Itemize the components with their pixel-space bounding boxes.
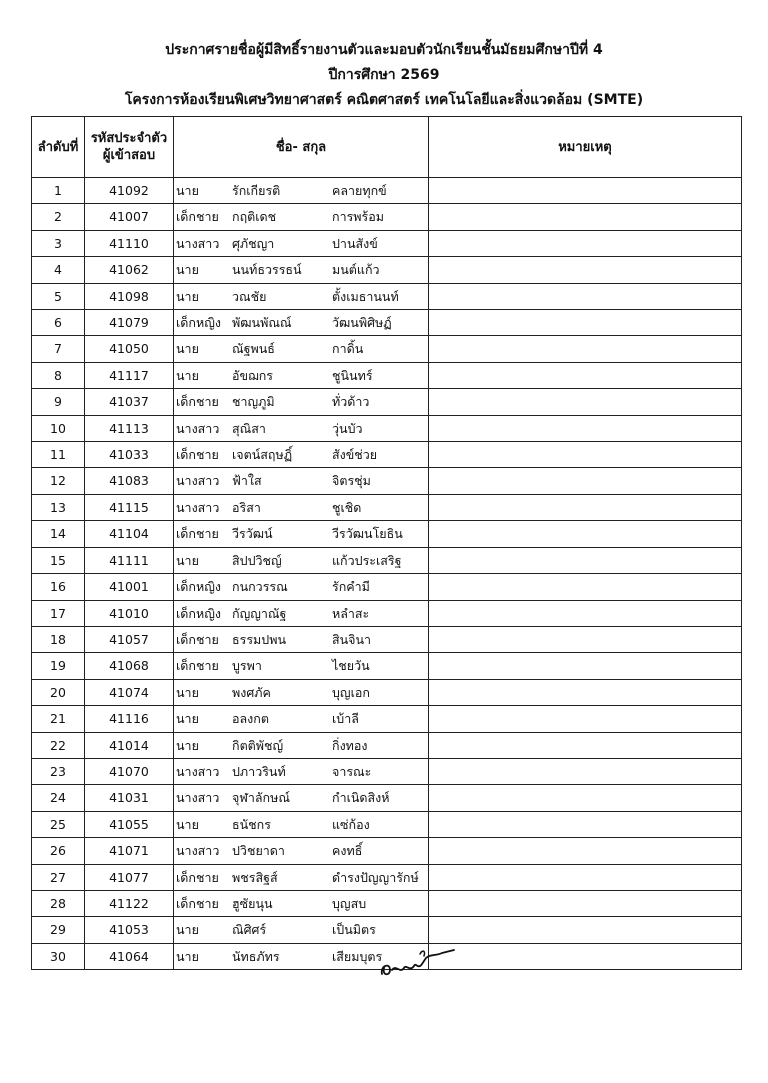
table-row: [32, 521, 742, 547]
remark: [429, 890, 742, 916]
student-name: [174, 653, 429, 679]
student-name: [174, 864, 429, 890]
name-prefix: เด็กชาย: [176, 895, 219, 911]
last-name: แก้วประเสริฐ: [332, 552, 402, 568]
applicant-code: 41007: [85, 204, 174, 230]
last-name: บุญสบ: [332, 895, 367, 911]
first-name: ณิศิศร์: [232, 922, 267, 938]
last-name: หลำสะ: [332, 605, 370, 621]
table-row: [32, 785, 742, 811]
name-prefix: นางสาว: [176, 763, 220, 779]
remark: [429, 362, 742, 388]
applicant-code: 41111: [85, 547, 174, 573]
name-prefix: นาย: [176, 922, 199, 938]
name-prefix: นาย: [176, 711, 199, 727]
row-number: 24: [32, 785, 85, 811]
table-row: [32, 626, 742, 652]
first-name: พชรสิฐส์: [232, 869, 278, 885]
student-name: [174, 785, 429, 811]
last-name: สังข์ช่วย: [332, 447, 378, 463]
student-name: [174, 626, 429, 652]
student-name: [174, 521, 429, 547]
header-name: ชื่อ- สกุล: [174, 117, 429, 178]
student-name: [174, 811, 429, 837]
table-row: [32, 864, 742, 890]
name-prefix: นางสาว: [176, 499, 220, 515]
applicant-code: 41014: [85, 732, 174, 758]
table-row: [32, 468, 742, 494]
applicant-code: 41079: [85, 310, 174, 336]
last-name: วุ่นบัว: [332, 420, 363, 436]
table-row: [32, 838, 742, 864]
first-name: พงศภัค: [232, 684, 271, 700]
student-name: [174, 442, 429, 468]
header-remark: หมายเหตุ: [429, 117, 742, 178]
name-prefix: นาย: [176, 552, 199, 568]
last-name: คงทธิ์: [332, 843, 363, 859]
applicant-code: 41057: [85, 626, 174, 652]
last-name: จิตรชุ่ม: [332, 473, 371, 489]
row-number: 10: [32, 415, 85, 441]
name-prefix: นาย: [176, 341, 199, 357]
last-name: เป็นมิตร: [332, 922, 376, 938]
student-name: [174, 283, 429, 309]
remark: [429, 547, 742, 573]
table-row: [32, 178, 742, 204]
first-name: อลงกต: [232, 711, 269, 727]
first-name: จุฬาลักษณ์: [232, 790, 290, 806]
applicant-code: 41104: [85, 521, 174, 547]
first-name: อริสา: [232, 499, 261, 515]
row-number: 18: [32, 626, 85, 652]
last-name: กิ่งทอง: [332, 737, 368, 753]
applicant-code: 41064: [85, 943, 174, 969]
row-number: 5: [32, 283, 85, 309]
last-name: ไชยวัน: [332, 658, 370, 674]
applicant-code: 41113: [85, 415, 174, 441]
remark: [429, 178, 742, 204]
last-name: ดำรงปัญญารักษ์: [332, 869, 419, 885]
name-prefix: นาย: [176, 948, 199, 964]
name-prefix: เด็กชาย: [176, 869, 219, 885]
student-name: [174, 468, 429, 494]
table-row: [32, 811, 742, 837]
last-name: แซ่ก้อง: [332, 816, 370, 832]
name-prefix: เด็กชาย: [176, 526, 219, 542]
student-name: [174, 917, 429, 943]
applicant-code: 41115: [85, 494, 174, 520]
student-name: [174, 838, 429, 864]
student-name: [174, 890, 429, 916]
row-number: 23: [32, 758, 85, 784]
remark: [429, 336, 742, 362]
first-name: นัทธภัทร: [232, 948, 280, 964]
student-name: [174, 732, 429, 758]
remark: [429, 574, 742, 600]
table-row: [32, 547, 742, 573]
table-row: [32, 362, 742, 388]
last-name: เสียมบุตร: [332, 948, 383, 964]
first-name: ธรรมปพน: [232, 631, 287, 647]
student-name: [174, 758, 429, 784]
row-number: 29: [32, 917, 85, 943]
student-list-table: [31, 116, 742, 970]
name-prefix: นาย: [176, 367, 199, 383]
remark: [429, 494, 742, 520]
table-body: [32, 178, 742, 970]
row-number: 15: [32, 547, 85, 573]
name-prefix: นาย: [176, 684, 199, 700]
name-prefix: นาย: [176, 816, 199, 832]
first-name: สุณิสา: [232, 420, 266, 436]
last-name: ปานสังข์: [332, 235, 378, 251]
remark: [429, 943, 742, 969]
table-row: [32, 389, 742, 415]
remark: [429, 310, 742, 336]
student-name: [174, 178, 429, 204]
row-number: 2: [32, 204, 85, 230]
remark: [429, 283, 742, 309]
remark: [429, 732, 742, 758]
row-number: 16: [32, 574, 85, 600]
first-name: วีรวัฒน์: [232, 526, 273, 542]
remark: [429, 785, 742, 811]
row-number: 3: [32, 230, 85, 256]
name-prefix: นาย: [176, 737, 199, 753]
row-number: 11: [32, 442, 85, 468]
program-name: โครงการห้องเรียนพิเศษวิทยาศาสตร์ คณิตศาสตร์ เทคโนโลยีและสิ่งแวดล้อม (SMTE): [124, 92, 644, 108]
applicant-code: 41062: [85, 257, 174, 283]
table-row: [32, 574, 742, 600]
name-prefix: นาย: [176, 183, 199, 198]
table-row: [32, 706, 742, 732]
last-name: เบ้าลี: [332, 711, 359, 727]
student-name: [174, 547, 429, 573]
applicant-code: 41010: [85, 600, 174, 626]
last-name: กาดิ้น: [332, 341, 364, 357]
student-name: [174, 574, 429, 600]
first-name: บูรพา: [232, 658, 262, 674]
remark: [429, 626, 742, 652]
table-row: [32, 415, 742, 441]
remark: [429, 811, 742, 837]
row-number: 8: [32, 362, 85, 388]
row-number: 1: [32, 178, 85, 204]
student-name: [174, 415, 429, 441]
row-number: 6: [32, 310, 85, 336]
student-name: [174, 310, 429, 336]
name-prefix: นางสาว: [176, 473, 220, 489]
table-row: [32, 204, 742, 230]
row-number: 21: [32, 706, 85, 732]
student-name: [174, 362, 429, 388]
applicant-code: 41070: [85, 758, 174, 784]
remark: [429, 758, 742, 784]
header-code: [85, 117, 174, 178]
name-prefix: เด็กชาย: [176, 631, 219, 647]
remark: [429, 864, 742, 890]
first-name: รักเกียรติ: [232, 183, 281, 198]
last-name: บุญเอก: [332, 684, 370, 700]
row-number: 12: [32, 468, 85, 494]
header-code-line1: รหัสประจำตัว: [90, 131, 168, 146]
last-name: คลายทุกข์: [332, 183, 387, 198]
name-prefix: นางสาว: [176, 235, 220, 251]
table-row: [32, 890, 742, 916]
remark: [429, 679, 742, 705]
row-number: 7: [32, 336, 85, 362]
first-name: ปภาวรินท์: [232, 763, 286, 779]
row-number: 14: [32, 521, 85, 547]
first-name: ฟ้าใส: [232, 473, 262, 489]
student-name: [174, 230, 429, 256]
remark: [429, 230, 742, 256]
row-number: 9: [32, 389, 85, 415]
first-name: ชาญภูมิ: [232, 394, 275, 410]
student-name: [174, 679, 429, 705]
name-prefix: เด็กชาย: [176, 447, 219, 463]
table-header-row: [32, 117, 742, 178]
applicant-code: 41083: [85, 468, 174, 494]
last-name: รักคำมี: [332, 579, 370, 595]
last-name: จารณะ: [332, 763, 372, 779]
row-number: 28: [32, 890, 85, 916]
last-name: ชูนินทร์: [332, 367, 373, 383]
first-name: ฮูซัยนุน: [232, 895, 273, 911]
name-prefix: นางสาว: [176, 420, 220, 436]
first-name: เจตน์สฤษฏิ์: [232, 447, 293, 463]
remark: [429, 415, 742, 441]
header-no: ลำดับที่: [32, 117, 85, 178]
first-name: นนท์ธวรรธน์: [232, 262, 302, 278]
first-name: กิตติพัชญ์: [232, 737, 284, 753]
first-name: ศุภัชญา: [232, 235, 275, 251]
remark: [429, 600, 742, 626]
remark: [429, 468, 742, 494]
first-name: พัฒนพัณณ์: [232, 315, 292, 331]
last-name: ตั้งเมธานนท์: [332, 288, 399, 304]
document-title: ประกาศรายชื่อผู้มีสิทธิ์รายงานตัวและมอบตัวนักเรียนชั้นมัธยมศึกษาปีที่ 4: [165, 42, 603, 58]
name-prefix: เด็กชาย: [176, 658, 219, 674]
first-name: กัญญาณัฐ: [232, 605, 287, 621]
remark: [429, 653, 742, 679]
applicant-code: 41050: [85, 336, 174, 362]
last-name: มนต์แก้ว: [332, 262, 380, 278]
name-prefix: นางสาว: [176, 790, 220, 806]
name-prefix: เด็กชาย: [176, 209, 219, 225]
row-number: 19: [32, 653, 85, 679]
applicant-code: 41071: [85, 838, 174, 864]
last-name: ชูเชิด: [332, 499, 362, 515]
applicant-code: 41098: [85, 283, 174, 309]
name-prefix: นาย: [176, 288, 199, 304]
student-name: [174, 389, 429, 415]
table-row: [32, 758, 742, 784]
table-row: [32, 257, 742, 283]
applicant-code: 41077: [85, 864, 174, 890]
last-name: วัฒนพิศิษฏ์: [332, 315, 392, 331]
row-number: 17: [32, 600, 85, 626]
applicant-code: 41110: [85, 230, 174, 256]
name-prefix: เด็กหญิง: [176, 579, 221, 595]
student-name: [174, 336, 429, 362]
table-row: [32, 336, 742, 362]
name-prefix: เด็กหญิง: [176, 605, 221, 621]
remark: [429, 917, 742, 943]
table-row: [32, 442, 742, 468]
header-code-line2: ผู้เข้าสอบ: [102, 148, 156, 163]
remark: [429, 442, 742, 468]
table-row: [32, 732, 742, 758]
row-number: 4: [32, 257, 85, 283]
table-row: [32, 494, 742, 520]
applicant-code: 41053: [85, 917, 174, 943]
row-number: 13: [32, 494, 85, 520]
applicant-code: 41092: [85, 178, 174, 204]
student-name: [174, 706, 429, 732]
remark: [429, 521, 742, 547]
row-number: 25: [32, 811, 85, 837]
table-row: [32, 310, 742, 336]
row-number: 30: [32, 943, 85, 969]
remark: [429, 838, 742, 864]
table-row: [32, 600, 742, 626]
last-name: การพร้อม: [332, 209, 385, 225]
table-row: [32, 917, 742, 943]
signature: [376, 944, 456, 980]
table-row: [32, 653, 742, 679]
last-name: สินจินา: [332, 631, 372, 647]
name-prefix: นาย: [176, 262, 199, 278]
last-name: วีรวัฒนโยธิน: [332, 526, 403, 542]
applicant-code: 41055: [85, 811, 174, 837]
student-name: [174, 257, 429, 283]
applicant-code: 41031: [85, 785, 174, 811]
first-name: กฤติเดช: [232, 209, 277, 225]
table-row: [32, 283, 742, 309]
first-name: ณัฐพนธ์: [232, 341, 275, 357]
student-name: [174, 204, 429, 230]
table-row: [32, 679, 742, 705]
first-name: สิปปวิชญ์: [232, 552, 282, 568]
applicant-code: 41074: [85, 679, 174, 705]
row-number: 26: [32, 838, 85, 864]
remark: [429, 389, 742, 415]
first-name: ปวิชยาดา: [232, 843, 285, 859]
first-name: กนกวรรณ: [232, 579, 288, 595]
row-number: 20: [32, 679, 85, 705]
first-name: อัขฌกร: [232, 367, 274, 383]
applicant-code: 41068: [85, 653, 174, 679]
row-number: 22: [32, 732, 85, 758]
remark: [429, 257, 742, 283]
remark: [429, 706, 742, 732]
name-prefix: นางสาว: [176, 843, 220, 859]
name-prefix: เด็กหญิง: [176, 315, 221, 331]
student-name: [174, 494, 429, 520]
academic-year: ปีการศึกษา 2569: [328, 67, 440, 83]
applicant-code: 41037: [85, 389, 174, 415]
row-number: 27: [32, 864, 85, 890]
first-name: ธนัชกร: [232, 816, 271, 832]
table-row: [32, 230, 742, 256]
applicant-code: 41001: [85, 574, 174, 600]
applicant-code: 41122: [85, 890, 174, 916]
last-name: กำเนิดสิงห์: [332, 790, 390, 806]
first-name: วณชัย: [232, 288, 267, 304]
last-name: ทั่วด้าว: [332, 394, 370, 410]
applicant-code: 41033: [85, 442, 174, 468]
remark: [429, 204, 742, 230]
name-prefix: เด็กชาย: [176, 394, 219, 410]
applicant-code: 41116: [85, 706, 174, 732]
applicant-code: 41117: [85, 362, 174, 388]
student-name: [174, 600, 429, 626]
